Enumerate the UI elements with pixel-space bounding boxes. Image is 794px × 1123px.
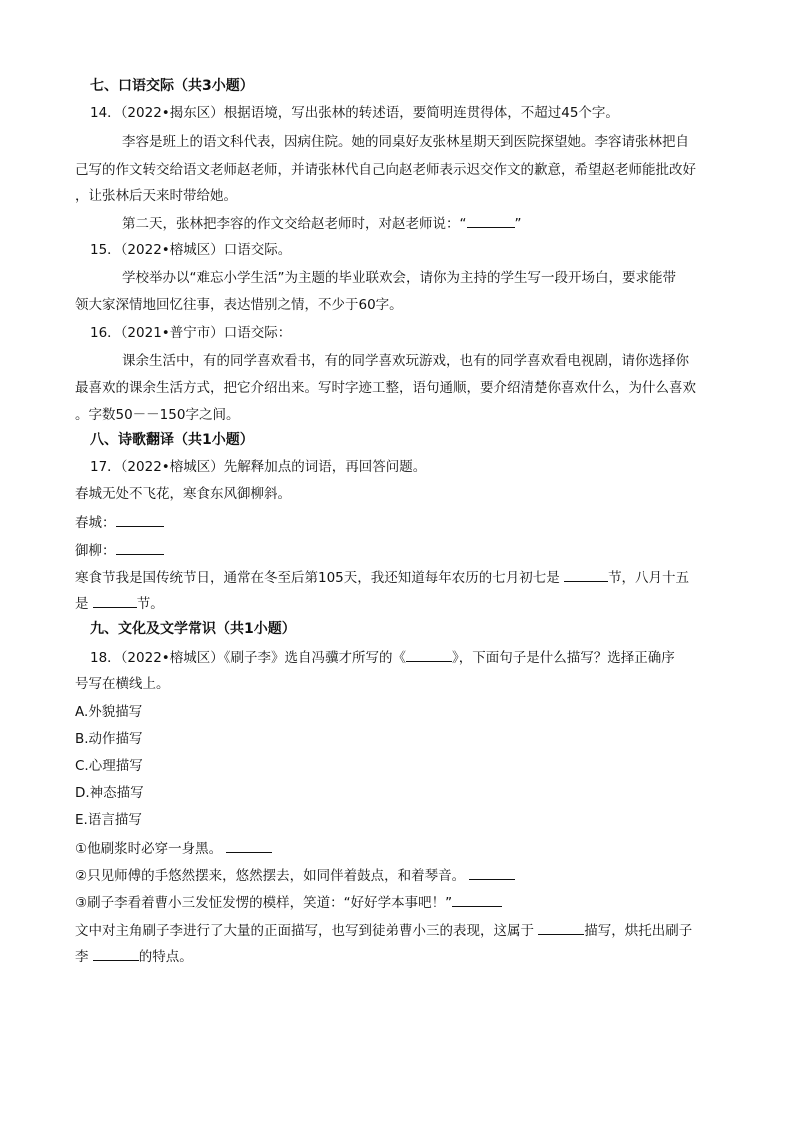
answer-blank-qixi[interactable] <box>564 567 608 582</box>
option-d: D.神态描写 <box>75 785 144 801</box>
answer-blank-s2[interactable] <box>469 865 515 880</box>
sentence-2-text: ②只见师傅的手悠然摆来，悠然摆去，如同伴着鼓点，和着琴音。 <box>75 868 470 884</box>
answer-blank-side[interactable] <box>538 920 584 935</box>
question-16-stem: 16．（2021•普宁市）口语交际： <box>90 325 292 341</box>
hanshi-text-3: 是 <box>75 596 93 612</box>
question-14-passage-3: ，让张林后天来时带给她。 <box>75 188 237 204</box>
answer-blank-chuncheng[interactable] <box>116 512 164 527</box>
section-heading-oral: 七、口语交际（共3小题） <box>90 78 254 94</box>
sentence-1 <box>75 838 272 859</box>
question-18-stem-cont: 号写在横线上。 <box>75 676 170 692</box>
sentence-3 <box>75 892 502 913</box>
answer-blank-yuliu[interactable] <box>116 540 164 555</box>
chuncheng-line <box>75 512 164 533</box>
question-15-stem: 15．（2022•榕城区）口语交际。 <box>90 242 292 258</box>
question-14-passage-2: 己写的作文转交给语文老师赵老师，并请张林代自己向赵老师表示迟交作文的歉意，希望赵老师能批改好 <box>75 162 696 178</box>
sentence-2 <box>75 865 515 886</box>
closing-quote: ” <box>514 216 522 232</box>
summary-line-2 <box>75 946 193 967</box>
question-18-text-1: 18．（2022•榕城区）《刷子李》选自冯骥才所写的《 <box>90 650 406 666</box>
option-c: C.心理描写 <box>75 758 143 774</box>
summary-text-4: 的特点。 <box>138 949 193 965</box>
section-heading-culture: 九、文化及文学常识（共1小题） <box>90 621 296 637</box>
question-15-passage-2: 领大家深情地回忆往事，表达惜别之情，不少于60字。 <box>75 297 403 313</box>
hanshi-line-2 <box>75 593 164 614</box>
question-16-passage-3: 。字数50－－150字之间。 <box>75 407 240 423</box>
answer-blank-midautumn[interactable] <box>93 593 137 608</box>
question-14-answer-line <box>122 213 522 234</box>
answer-blank-s3[interactable] <box>452 892 502 907</box>
summary-line-1 <box>75 920 692 941</box>
answer-blank-s1[interactable] <box>226 838 272 853</box>
poem-line: 春城无处不飞花，寒食东风御柳斜。 <box>75 486 291 502</box>
sentence-1-text: ①他刷浆时必穿一身黑。 <box>75 841 227 857</box>
answer-blank-book[interactable] <box>406 647 452 662</box>
summary-text-1: 文中对主角刷子李进行了大量的正面描写，也写到徒弟曹小三的表现，这属于 <box>75 923 539 939</box>
option-a: A.外貌描写 <box>75 704 143 720</box>
section-heading-poetry: 八、诗歌翻译（共1小题） <box>90 432 254 448</box>
question-15-passage-1: 学校举办以“难忘小学生活”为主题的毕业联欢会，请你为主持的学生写一段开场白，要求能带 <box>122 270 676 286</box>
option-b: B.动作描写 <box>75 731 143 747</box>
hanshi-line-1 <box>75 567 689 588</box>
answer-blank-14[interactable] <box>467 213 515 228</box>
hanshi-text-2: 节，八月十五 <box>608 570 690 586</box>
sentence-3-text: ③刷子李看着曹小三发怔发愣的模样，笑道：“好好学本事吧！” <box>75 895 453 911</box>
hanshi-text-1: 寒食节我是国传统节日，通常在冬至后第105天，我还知道每年农历的七月初七是 <box>75 570 565 586</box>
summary-text-2: 描写，烘托出刷子 <box>584 923 693 939</box>
question-16-passage-1: 课余生活中，有的同学喜欢看书，有的同学喜欢玩游戏，也有的同学喜欢看电视剧，请你选择你 <box>122 353 689 369</box>
question-14-prompt: 第二天，张林把李容的作文交给赵老师时，对赵老师说：“ <box>122 216 467 232</box>
answer-blank-trait[interactable] <box>93 946 139 961</box>
question-17-stem: 17．（2022•榕城区）先解释加点的词语，再回答问题。 <box>90 459 427 475</box>
question-14-stem: 14．（2022•揭东区）根据语境，写出张林的转述语，要简明连贯得体，不超过45个字。 <box>90 105 619 121</box>
hanshi-text-4: 节。 <box>136 596 164 612</box>
question-16-passage-2: 最喜欢的课余生活方式，把它介绍出来。写时字迹工整，语句通顺，要介绍清楚你喜欢什么，为什么喜欢 <box>75 380 696 396</box>
question-18-stem <box>90 647 675 668</box>
yuliu-label: 御柳： <box>75 543 116 559</box>
summary-text-3: 李 <box>75 949 93 965</box>
option-e: E.语言描写 <box>75 812 142 828</box>
question-18-text-2: 》，下面句子是什么描写？选择正确序 <box>452 650 675 666</box>
question-14-passage-1: 李容是班上的语文科代表，因病住院。她的同桌好友张林星期天到医院探望她。李容请张林把自 <box>122 134 689 150</box>
chuncheng-label: 春城： <box>75 515 116 531</box>
yuliu-line <box>75 540 164 561</box>
